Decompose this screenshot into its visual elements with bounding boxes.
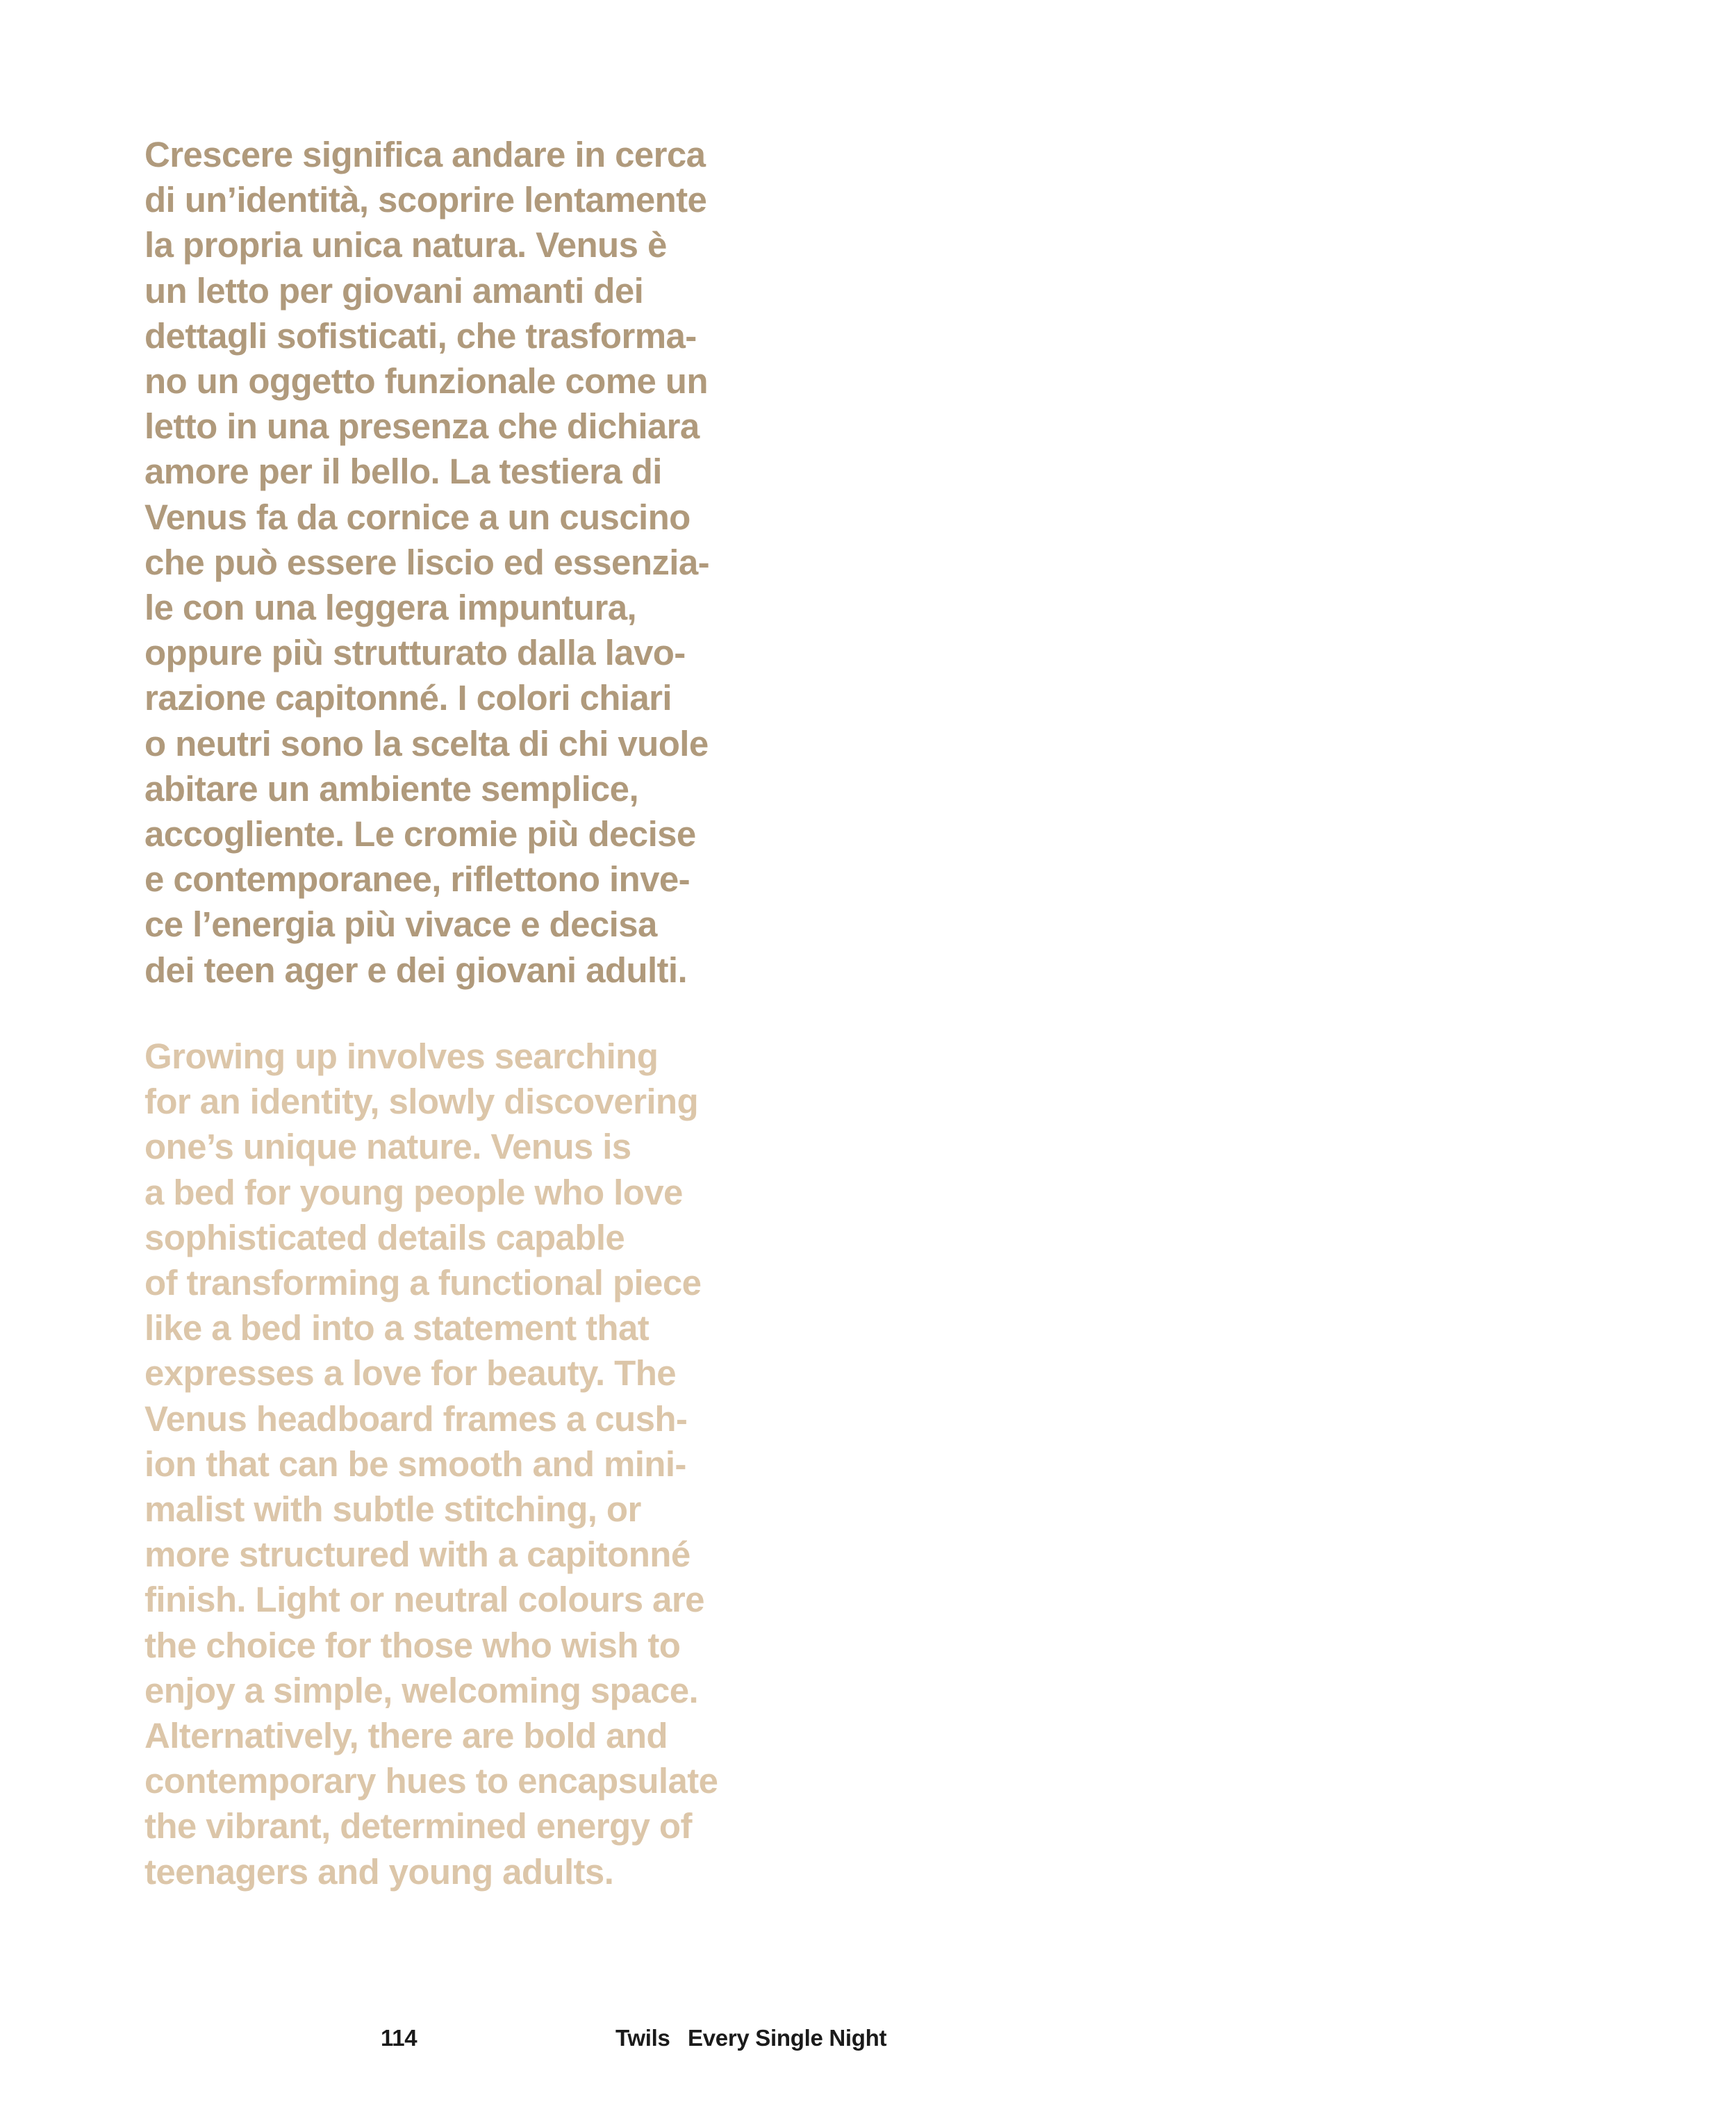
italian-line: abitare un ambiente semplice, bbox=[144, 768, 639, 809]
english-line: more structured with a capitonné bbox=[144, 1535, 691, 1575]
italian-line: dei teen ager e dei giovani adulti. bbox=[144, 950, 688, 990]
english-line: one’s unique nature. Venus is bbox=[144, 1127, 631, 1167]
english-line: Growing up involves searching bbox=[144, 1036, 659, 1076]
italian-line: letto in una presenza che dichiara bbox=[144, 406, 700, 447]
english-line: for an identity, slowly discovering bbox=[144, 1082, 699, 1122]
english-line: malist with subtle stitching, or bbox=[144, 1489, 641, 1530]
italian-line: un letto per giovani amanti dei bbox=[144, 270, 644, 311]
italian-line: Crescere significa andare in cerca bbox=[144, 135, 706, 174]
page-number: 114 bbox=[381, 2025, 418, 2051]
english-line: Venus headboard frames a cush- bbox=[144, 1398, 688, 1439]
italian-line: no un oggetto funzionale come un bbox=[144, 361, 708, 402]
italian-line: la propria unica natura. Venus è bbox=[144, 225, 667, 265]
italian-line: e contemporanee, riflettono inve- bbox=[144, 859, 690, 900]
english-line: the choice for those who wish to bbox=[144, 1625, 681, 1665]
english-line: a bed for young people who love bbox=[144, 1172, 683, 1212]
italian-line: Venus fa da cornice a un cuscino bbox=[144, 497, 691, 537]
english-line: teenagers and young adults. bbox=[144, 1851, 614, 1892]
english-line: sophisticated details capable bbox=[144, 1217, 625, 1257]
footer-brand: Twils bbox=[615, 2025, 670, 2051]
english-line: contemporary hues to encapsulate bbox=[144, 1761, 718, 1801]
footer-publication-title: Every Single Night bbox=[688, 2025, 887, 2051]
english-line: ion that can be smooth and mini- bbox=[144, 1444, 686, 1484]
italian-line: oppure più strutturato dalla lavo- bbox=[144, 633, 686, 673]
italian-line: amore per il bello. La testiera di bbox=[144, 452, 662, 492]
english-line: like a bed into a statement that bbox=[144, 1308, 650, 1348]
english-line: Alternatively, there are bold and bbox=[144, 1716, 668, 1756]
english-line: expresses a love for beauty. The bbox=[144, 1353, 677, 1394]
english-line: enjoy a simple, welcoming space. bbox=[144, 1670, 699, 1710]
italian-line: razione capitonné. I colori chiari bbox=[144, 678, 672, 718]
english-line: the vibrant, determined energy of bbox=[144, 1806, 692, 1846]
italian-line: o neutri sono la scelta di chi vuole bbox=[144, 723, 709, 763]
english-line: finish. Light or neutral colours are bbox=[144, 1580, 704, 1620]
english-line: of transforming a functional piece bbox=[144, 1263, 702, 1303]
italian-paragraph bbox=[144, 132, 770, 993]
italian-line: accogliente. Le cromie più decise bbox=[144, 814, 696, 854]
italian-line: le con una leggera impuntura, bbox=[144, 588, 637, 628]
english-paragraph bbox=[144, 1034, 770, 1894]
italian-line: dettagli sofisticati, che trasforma- bbox=[144, 315, 697, 356]
italian-line: che può essere liscio ed essenzia- bbox=[144, 542, 709, 582]
italian-line: di un’identità, scoprire lentamente bbox=[144, 180, 707, 220]
italian-line: ce l’energia più vivace e decisa bbox=[144, 904, 657, 945]
